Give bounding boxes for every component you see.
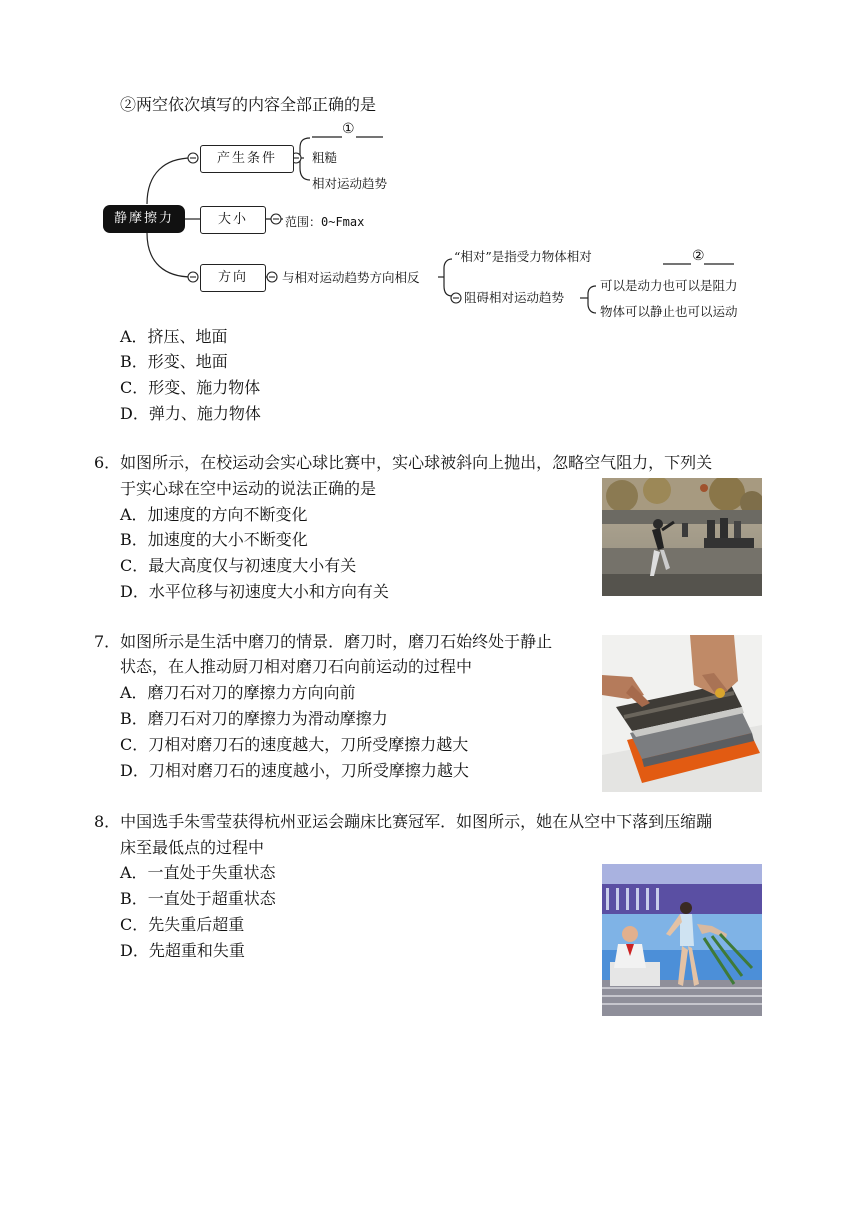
q7-option-d: D．刀相对磨刀石的速度越小，刀所受摩擦力越大: [120, 761, 469, 780]
cond-item-rough: 粗糙: [312, 150, 338, 165]
q8-stem-line1: 8．中国选手朱雪莹获得杭州亚运会蹦床比赛冠军．如图所示，她在从空中下落到压缩蹦: [94, 812, 713, 831]
knife-sharpening-photo: [602, 635, 762, 792]
shot-put-photo: [602, 478, 762, 596]
q5-option-d: D．弹力、施力物体: [120, 404, 261, 423]
direction-relative-text: “相对”是指受力物体相对: [454, 249, 592, 264]
q8-option-c: C．先失重后超重: [120, 915, 245, 934]
hinder-item-motion: 物体可以静止也可以运动: [600, 304, 738, 319]
q8-option-a: A．一直处于失重状态: [120, 863, 276, 882]
mindmap-node-size: 大小: [200, 206, 266, 234]
q7-stem-line2: 状态，在人推动厨刀相对磨刀石向前运动的过程中: [120, 657, 473, 676]
mindmap-node-direction: 方向: [200, 264, 266, 292]
q6-option-b: B．加速度的大小不断变化: [120, 530, 308, 549]
trampoline-photo: [602, 864, 762, 1016]
mindmap-node-conditions: 产生条件: [200, 145, 294, 173]
q8-stem-line2: 床至最低点的过程中: [120, 838, 265, 857]
q6-option-a: A．加速度的方向不断变化: [120, 505, 308, 524]
q7-option-a: A．磨刀石对刀的摩擦力方向向前: [120, 683, 356, 702]
q8-option-d: D．先超重和失重: [120, 941, 245, 960]
mind-map: [100, 118, 770, 328]
direction-hinder-text: 阻碍相对运动趋势: [464, 290, 565, 305]
q5-stem: ②两空依次填写的内容全部正确的是: [120, 95, 377, 114]
q5-option-a: A．挤压、地面: [120, 327, 228, 346]
hinder-item-force: 可以是动力也可以是阻力: [600, 278, 738, 293]
cond-item-tendency: 相对运动趋势: [312, 176, 388, 191]
q7-stem-line1: 7．如图所示是生活中磨刀的情景．磨刀时，磨刀石始终处于静止: [94, 632, 553, 651]
q5-option-c: C．形变、施力物体: [120, 378, 261, 397]
blank-2-label: ②: [692, 248, 705, 264]
q8-option-b: B．一直处于超重状态: [120, 889, 276, 908]
q5-option-b: B．形变、地面: [120, 352, 228, 371]
q6-stem-line2: 于实心球在空中运动的说法正确的是: [120, 479, 377, 498]
q6-stem-line1: 6．如图所示，在校运动会实心球比赛中，实心球被斜向上抛出，忽略空气阻力，下列关: [94, 453, 713, 472]
q7-option-b: B．磨刀石对刀的摩擦力为滑动摩擦力: [120, 709, 388, 728]
q6-option-c: C．最大高度仅与初速度大小有关: [120, 556, 357, 575]
direction-text: 与相对运动趋势方向相反: [282, 270, 420, 285]
blank-1-label: ①: [342, 121, 355, 137]
mindmap-root: 静摩擦力: [103, 205, 185, 233]
size-range: 范围：0~Fmax: [285, 215, 365, 229]
q6-option-d: D．水平位移与初速度大小和方向有关: [120, 582, 389, 601]
q7-option-c: C．刀相对磨刀石的速度越大，刀所受摩擦力越大: [120, 735, 469, 754]
